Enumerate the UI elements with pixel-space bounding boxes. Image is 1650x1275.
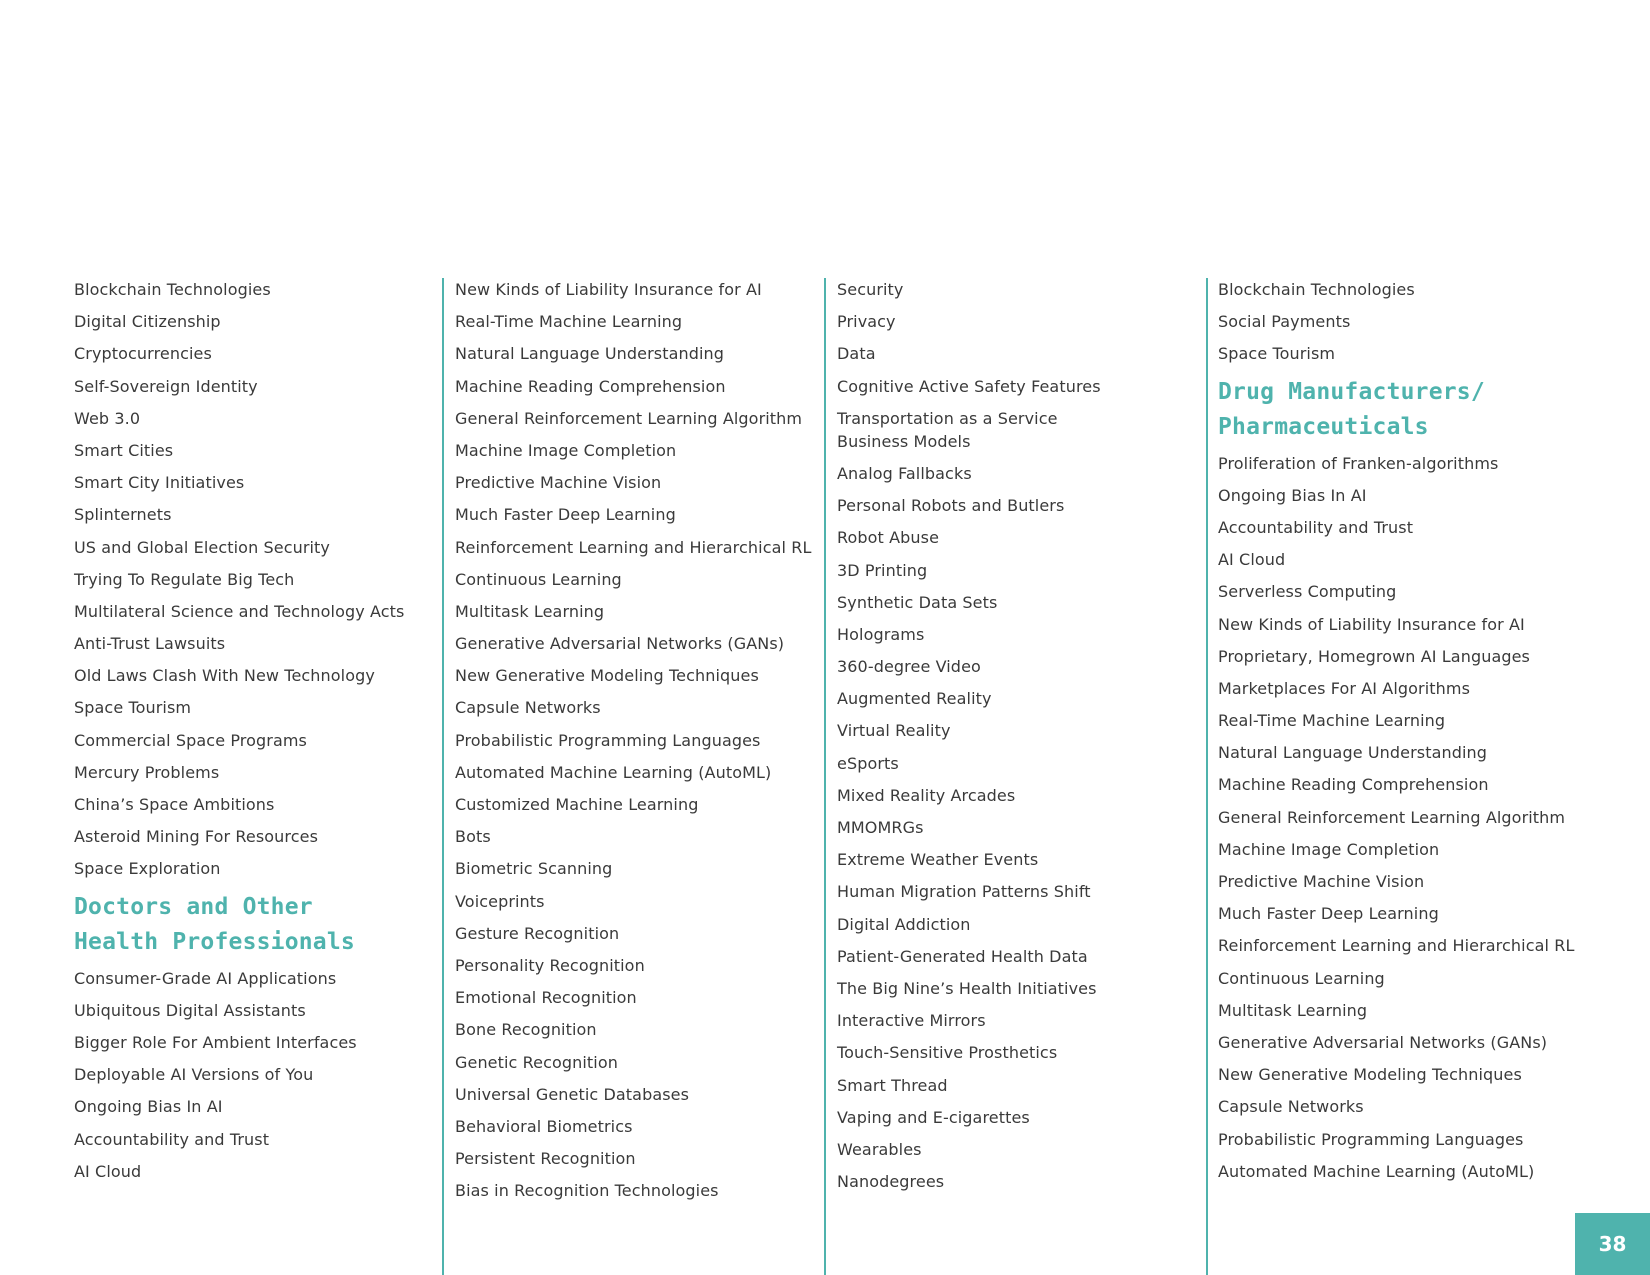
list-item: Social Payments <box>1218 312 1351 332</box>
list-item: Bots <box>455 827 491 847</box>
list-item: Voiceprints <box>455 891 545 911</box>
list-item: Cryptocurrencies <box>74 344 212 364</box>
list-item: Machine Image Completion <box>455 440 677 460</box>
list-item: Proliferation of Franken-algorithms <box>1218 453 1499 473</box>
list-item: Much Faster Deep Learning <box>455 505 676 525</box>
list-item: Splinternets <box>74 505 172 525</box>
list-item: Persistent Recognition <box>455 1149 636 1169</box>
column-divider <box>1206 278 1208 1275</box>
list-item: Interactive Mirrors <box>837 1011 986 1031</box>
list-item: Machine Reading Comprehension <box>455 376 726 396</box>
topic-list <box>1218 278 1608 365</box>
list-item: Personality Recognition <box>455 955 645 975</box>
list-item: The Big Nine’s Health Initiatives <box>837 978 1097 998</box>
list-item: Probabilistic Programming Languages <box>1218 1129 1524 1149</box>
list-item: Blockchain Technologies <box>74 280 271 299</box>
list-item: Smart Thread <box>837 1075 948 1095</box>
column-2 <box>455 278 825 1211</box>
list-item: Natural Language Understanding <box>455 344 725 364</box>
list-item: MMOMRGs <box>837 818 924 837</box>
list-item: Robot Abuse <box>837 528 940 548</box>
list-item: Blockchain Technologies <box>1218 280 1415 299</box>
list-item: Vaping and E-cigarettes <box>837 1107 1030 1127</box>
list-item: Wearables <box>837 1139 922 1159</box>
list-item: Generative Adversarial Networks (GANs) <box>455 634 785 654</box>
list-item: Patient-Generated Health Data <box>837 946 1088 966</box>
list-item: Real-Time Machine Learning <box>455 312 683 332</box>
section-heading-line: Pharmaceuticals <box>1218 413 1429 440</box>
list-item: Natural Language Understanding <box>1218 743 1488 763</box>
section-heading-line: Doctors and Other <box>74 893 313 920</box>
list-item: Much Faster Deep Learning <box>1218 904 1439 924</box>
list-item: Capsule Networks <box>1218 1097 1364 1117</box>
list-item: AI Cloud <box>74 1161 142 1181</box>
column-4 <box>1218 278 1608 1192</box>
list-item: China’s Space Ambitions <box>74 795 275 814</box>
list-item: Multitask Learning <box>455 601 605 621</box>
list-item: Genetic Recognition <box>455 1052 618 1072</box>
list-item: Universal Genetic Databases <box>455 1084 690 1104</box>
list-item: Human Migration Patterns Shift <box>837 882 1091 902</box>
topic-list <box>455 278 825 1202</box>
section-heading-line: Health Professionals <box>74 928 355 955</box>
list-item: Behavioral Biometrics <box>455 1116 633 1136</box>
list-item: Holograms <box>837 624 925 644</box>
list-item: Probabilistic Programming Languages <box>455 730 761 750</box>
list-item: Smart City Initiatives <box>74 473 245 493</box>
list-item: Automated Machine Learning (AutoML) <box>1218 1161 1535 1181</box>
list-item: Bias in Recognition Technologies <box>455 1181 719 1201</box>
list-item: Cognitive Active Safety Features <box>837 376 1101 396</box>
topic-list <box>1218 452 1608 1183</box>
list-item: New Kinds of Liability Insurance for AI <box>1218 614 1525 634</box>
list-item: Real-Time Machine Learning <box>1218 711 1446 731</box>
list-item: Machine Image Completion <box>1218 839 1440 859</box>
list-item: Extreme Weather Events <box>837 850 1039 870</box>
list-item: Multitask Learning <box>1218 1000 1368 1020</box>
list-item: Touch-Sensitive Prosthetics <box>837 1043 1058 1063</box>
list-item: General Reinforcement Learning Algorithm <box>1218 807 1566 827</box>
list-item: Ongoing Bias In AI <box>74 1097 223 1117</box>
list-item: Digital Citizenship <box>74 312 221 332</box>
list-item: Nanodegrees <box>837 1172 945 1192</box>
list-item: Mixed Reality Arcades <box>837 785 1016 805</box>
list-item: Bigger Role For Ambient Interfaces <box>74 1032 357 1052</box>
list-item: Proprietary, Homegrown AI Languages <box>1218 646 1530 666</box>
list-item: New Generative Modeling Techniques <box>455 666 759 686</box>
list-item: Multilateral Science and Technology Acts <box>74 601 405 621</box>
list-item: Biometric Scanning <box>455 859 613 879</box>
topic-list <box>74 967 419 1183</box>
list-item: Continuous Learning <box>455 569 622 589</box>
list-item: New Generative Modeling Techniques <box>1218 1065 1522 1085</box>
list-item: Mercury Problems <box>74 762 220 782</box>
list-item: 360-degree Video <box>837 657 981 677</box>
list-item: Trying To Regulate Big Tech <box>74 569 295 589</box>
list-item: Accountability and Trust <box>1218 517 1414 537</box>
list-item: Ubiquitous Digital Assistants <box>74 1000 306 1020</box>
section-heading-line: Drug Manufacturers/ <box>1218 378 1485 405</box>
list-item: Customized Machine Learning <box>455 795 699 814</box>
list-item: Emotional Recognition <box>455 988 637 1008</box>
topic-list <box>74 278 419 880</box>
list-item: Web 3.0 <box>74 408 141 428</box>
list-item: Augmented Reality <box>837 689 992 709</box>
list-item: Space Tourism <box>1218 344 1336 364</box>
list-item: Security <box>837 280 904 299</box>
list-item: Self-Sovereign Identity <box>74 376 258 396</box>
list-item: Predictive Machine Vision <box>1218 872 1425 891</box>
list-item: Smart Cities <box>74 440 174 460</box>
list-item: Data <box>837 344 876 364</box>
list-item: Serverless Computing <box>1218 582 1397 602</box>
list-item: Digital Addiction <box>837 914 971 934</box>
list-item: Personal Robots and Butlers <box>837 496 1065 516</box>
list-item: Bone Recognition <box>455 1020 597 1040</box>
list-item: Marketplaces For AI Algorithms <box>1218 678 1470 698</box>
page-number: 38 <box>1575 1213 1650 1275</box>
list-item: Transportation as a Service Business Models <box>837 408 1058 451</box>
list-item: US and Global Election Security <box>74 537 330 557</box>
section-heading-pharma <box>1218 375 1608 445</box>
list-item: Deployable AI Versions of You <box>74 1065 314 1085</box>
list-item: Asteroid Mining For Resources <box>74 827 319 847</box>
section-heading-doctors <box>74 890 419 960</box>
column-3 <box>837 278 1182 1202</box>
list-item: Reinforcement Learning and Hierarchical RL <box>455 537 812 557</box>
list-item: 3D Printing <box>837 560 928 580</box>
list-item: Commercial Space Programs <box>74 730 307 750</box>
list-item: Consumer-Grade AI Applications <box>74 968 337 988</box>
list-item: Gesture Recognition <box>455 923 620 943</box>
list-item: Reinforcement Learning and Hierarchical RL <box>1218 936 1575 956</box>
list-item: Anti-Trust Lawsuits <box>74 634 226 654</box>
column-divider <box>442 278 444 1275</box>
topic-list <box>837 278 1182 1193</box>
list-item: Accountability and Trust <box>74 1129 270 1149</box>
list-item: New Kinds of Liability Insurance for AI <box>455 280 762 299</box>
column-divider <box>824 278 826 1275</box>
list-item: Old Laws Clash With New Technology <box>74 666 375 686</box>
list-item: Space Tourism <box>74 698 192 718</box>
list-item: Ongoing Bias In AI <box>1218 485 1367 505</box>
list-item: AI Cloud <box>1218 550 1286 570</box>
list-item: eSports <box>837 753 899 773</box>
list-item: Machine Reading Comprehension <box>1218 775 1489 795</box>
list-item: Automated Machine Learning (AutoML) <box>455 762 772 782</box>
column-1 <box>74 278 419 1192</box>
list-item: General Reinforcement Learning Algorithm <box>455 408 803 428</box>
list-item: Synthetic Data Sets <box>837 592 998 612</box>
list-item: Analog Fallbacks <box>837 463 972 483</box>
list-item: Continuous Learning <box>1218 968 1385 988</box>
list-item: Predictive Machine Vision <box>455 473 662 493</box>
list-item: Generative Adversarial Networks (GANs) <box>1218 1032 1548 1052</box>
list-item: Privacy <box>837 312 896 332</box>
list-item: Virtual Reality <box>837 721 951 741</box>
list-item: Capsule Networks <box>455 698 601 718</box>
list-item: Space Exploration <box>74 859 221 879</box>
